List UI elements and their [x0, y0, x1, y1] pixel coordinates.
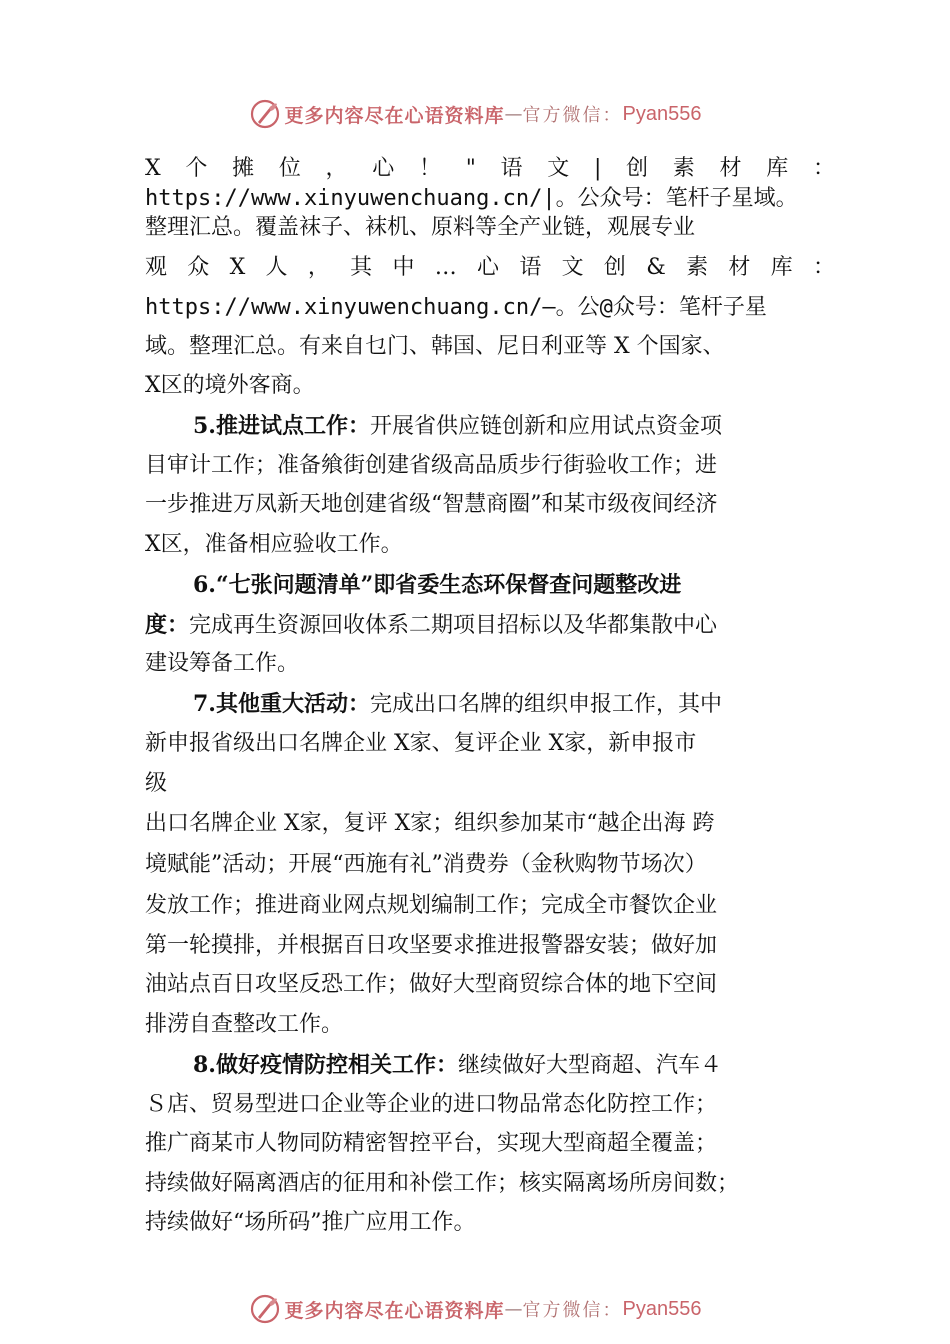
text-line-27: 持续做好隔离酒店的征用和补偿工作；核实隔离场所房间数；: [145, 1171, 740, 1196]
text-line-6: 域。整理汇总。有来自乜门、韩国、尼日利亚等 X 个国家、: [145, 334, 725, 359]
text-line-23: 排涝自查整改工作。: [145, 1012, 344, 1037]
text-line-20: 发放工作；推进商业网点规划编制工作；完成全市餐饮企业: [145, 893, 718, 918]
text-line-17: 级: [145, 771, 168, 796]
text-line-1: X 个 摊 位 ， 心 ！ " 语 文 | 创 素 材 库 ：: [145, 156, 835, 181]
banner-wechat-id: Pyan556: [622, 1297, 702, 1320]
text-line-13: 度：完成再生资源回收体系二期项目招标以及华都集散中心: [145, 612, 718, 638]
text-line-22: 油站点百日攻坚反恐工作；做好大型商贸综合体的地下空间: [145, 972, 718, 997]
text-line-7: X区的境外客商。: [145, 373, 315, 398]
banner-brand: 更多内容尽在心语资料库: [284, 104, 505, 127]
text-line-2: https://www.xinyuwenchuang.cn/|。公众号：笔杆子星域。: [145, 186, 798, 211]
section-6-heading: 6.“七张问题清单”即省委生态环保督查问题整改进: [193, 572, 682, 598]
text-line-25: Ｓ店、贸易型进口企业等企业的进口物品常态化防控工作；: [145, 1092, 718, 1117]
banner-wechat-label: 官方微信：: [522, 1300, 623, 1321]
header-watermark: [0, 94, 950, 134]
text-line-5: https://www.xinyuwenchuang.cn/—。公@众号：笔杆子星: [145, 295, 767, 320]
text-line-19: 境赋能”活动；开展“西施有礼”消费券（金秋购物节场次）: [145, 852, 707, 877]
banner-brand: 更多内容尽在心语资料库: [284, 1299, 505, 1322]
text-line-4: 观 众 X 人 ， 其 中 … 心 语 文 创 & 素 材 库 ：: [145, 255, 835, 280]
text-line-16: 新申报省级出口名牌企业 X家、复评企业 X家，新申报市: [145, 731, 697, 756]
text-line-3: 整理汇总。覆盖袜子、袜机、原料等全产业链，观展专业: [145, 215, 696, 240]
text-line-9: 目审计工作；准备飨街创建省级高品质步行街验收工作；进: [145, 453, 718, 478]
quill-logo-icon: [249, 1293, 281, 1325]
section-5-heading: 5.推进试点工作：开展省供应链创新和应用试点资金项: [193, 413, 722, 439]
text-line-21: 第一轮摸排，并根据百日攻坚要求推进报警器安装；做好加: [145, 933, 718, 958]
section-8-heading: 8.做好疫情防控相关工作：继续做好大型商超、汽车４: [193, 1052, 722, 1078]
banner-wechat-id: Pyan556: [622, 102, 702, 125]
text-line-14: 建设筹备工作。: [145, 651, 300, 676]
text-line-28: 持续做好“场所码”推广应用工作。: [145, 1210, 476, 1235]
banner-wechat-label: 官方微信：: [522, 105, 623, 126]
text-line-10: 一步推进万凤新天地创建省级“智慧商圈”和某市级夜间经济: [145, 492, 718, 517]
text-line-26: 推广商某市人物同防精密智控平台，实现大型商超全覆盖；: [145, 1131, 718, 1156]
text-line-18: 出口名牌企业 X家，复评 X家；组织参加某市“越企出海 跨: [145, 811, 715, 836]
text-line-11: X区，准备相应验收工作。: [145, 532, 403, 557]
banner-dash: —: [504, 1298, 523, 1320]
section-7-heading: 7.其他重大活动：完成出口名牌的组织申报工作，其中: [193, 691, 722, 717]
footer-watermark: [0, 1289, 950, 1329]
banner-dash: —: [504, 103, 523, 125]
quill-logo-icon: [249, 98, 281, 130]
